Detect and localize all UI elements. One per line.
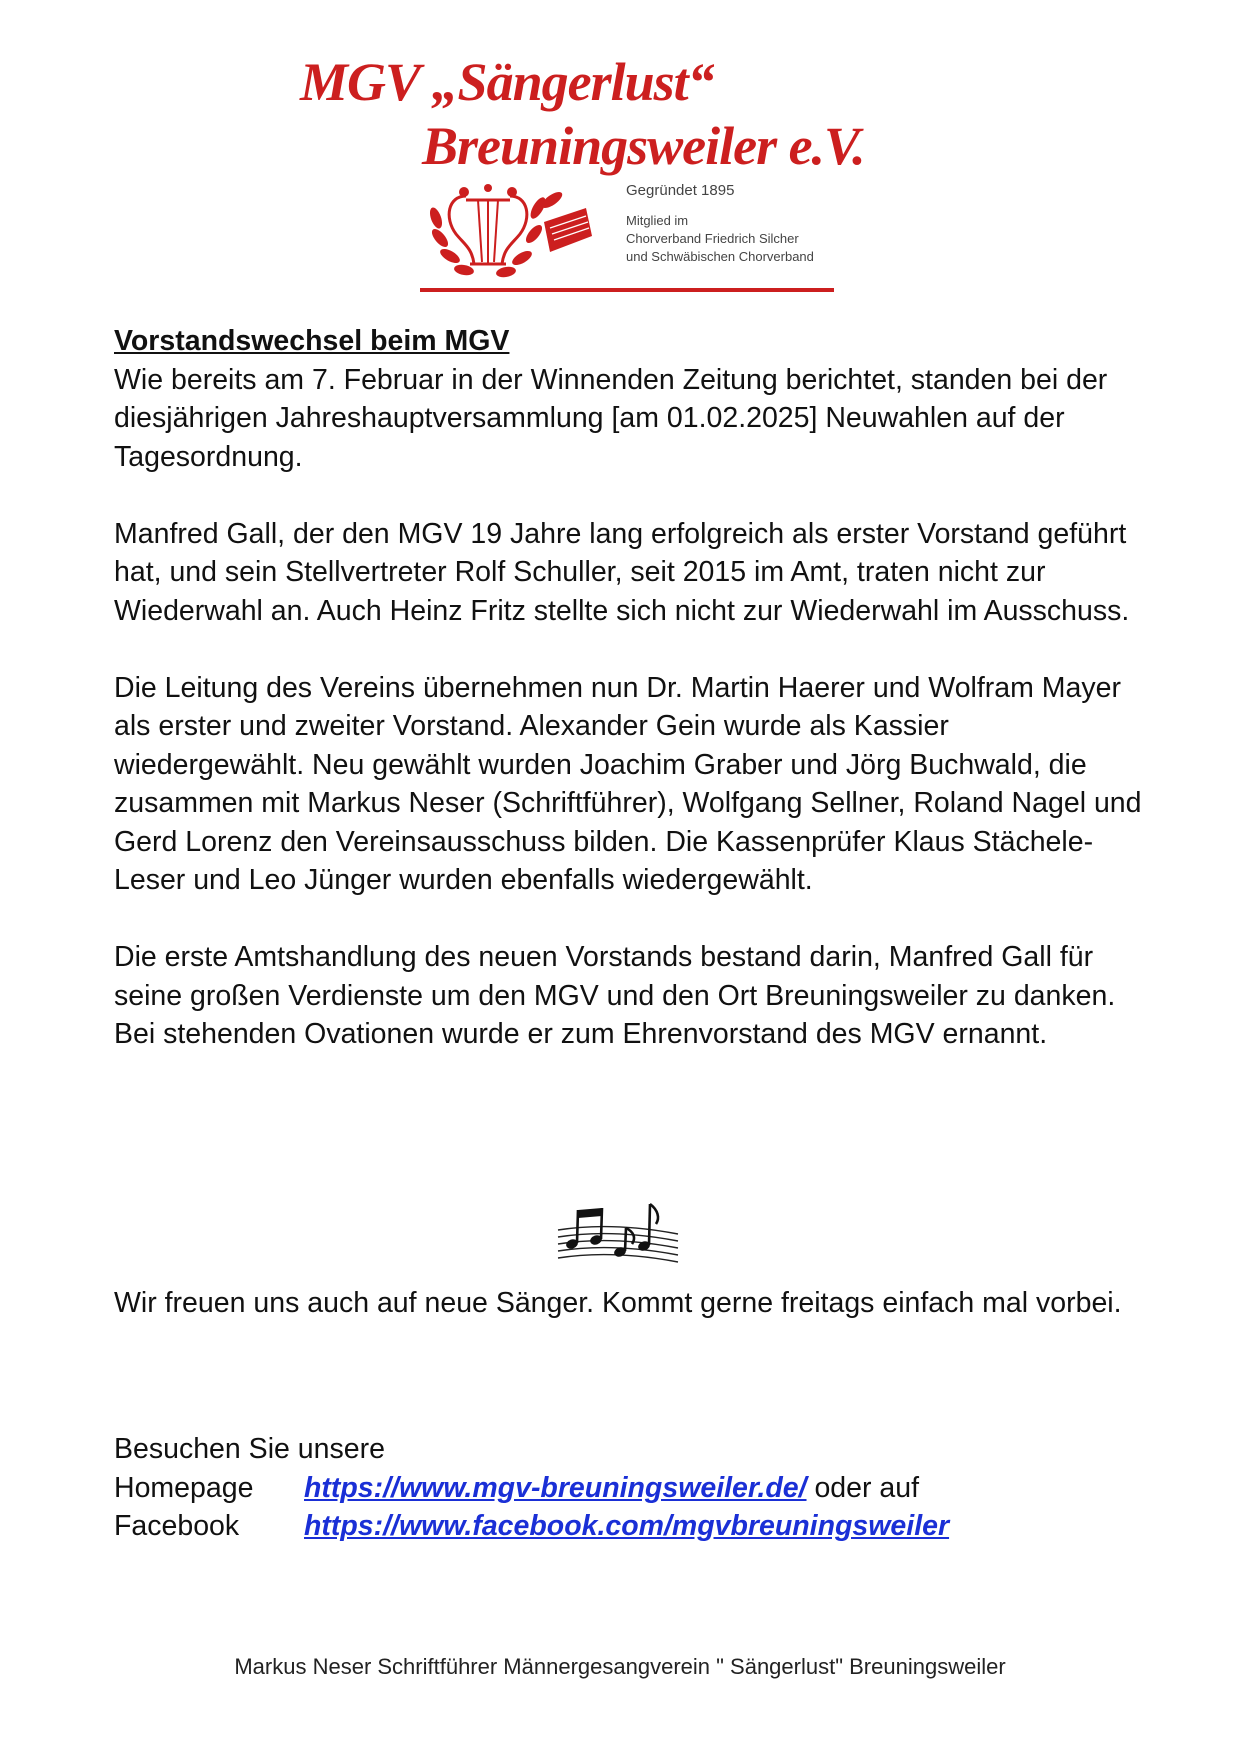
homepage-row	[114, 1469, 1144, 1508]
article-paragraph: Manfred Gall, der den MGV 19 Jahre lang erfolgreich als erster Vorstand geführt hat, und sein Stellvertreter Rolf Schuller, seit 2015 im Amt, traten nicht zur Wiederwahl an. Auch Heinz Fritz stellte sich nicht zur Wiederwahl im Ausschuss.	[114, 517, 1130, 627]
music-notes-icon	[556, 1200, 680, 1264]
club-name-line1: MGV „Sängerlust“	[300, 52, 714, 112]
closing-text: Wir freuen uns auch auf neue Sänger. Kommt gerne freitags einfach mal vorbei.	[114, 1287, 1122, 1319]
facebook-link[interactable]: https://www.facebook.com/mgvbreuningsweiler	[304, 1510, 950, 1542]
homepage-suffix: oder auf	[814, 1471, 920, 1504]
article-paragraph: Wie bereits am 7. Februar in der Winnenden Zeitung berichtet, standen bei der diesjährigen Jahreshauptversammlung [am 01.02.2025] Neuwahlen auf der Tagesordnung.	[114, 363, 1108, 473]
paragraph-spacer	[114, 630, 1144, 669]
links-section	[114, 1430, 1144, 1546]
article-body	[114, 322, 1144, 1054]
article-paragraph: Die erste Amtshandlung des neuen Vorstands bestand darin, Manfred Gall für seine großen Verdienste um den MGV und den Ort Breuningsweiler zu danken. Bei stehenden Ovationen wurde er zum Ehrenvorstand des MGV ernannt.	[114, 941, 1116, 1050]
membership-line: und Schwäbischen Chorverband	[626, 249, 814, 264]
header-divider	[420, 288, 834, 292]
membership-line: Mitglied im	[626, 213, 689, 228]
facebook-label: Facebook	[114, 1510, 240, 1542]
page-footer: Markus Neser Schriftführer Männergesangverein " Sängerlust" Breuningsweiler	[234, 1654, 1006, 1679]
facebook-row	[114, 1507, 1144, 1546]
links-intro: Besuchen Sie unsere	[114, 1433, 385, 1465]
paragraph-spacer	[114, 476, 1144, 515]
article-headline: Vorstandswechsel beim MGV	[114, 325, 510, 357]
membership-text	[626, 212, 814, 266]
club-name-line2: Breuningsweiler e.V.	[422, 116, 865, 176]
founded-text: Gegründet 1895	[626, 182, 735, 199]
article-paragraph: Die Leitung des Vereins übernehmen nun Dr. Martin Haerer und Wolfram Mayer als erster und zweiter Vorstand. Alexander Gein wurde als Kassier wiedergewählt. Neu gewählt wurden Joachim Graber und Jörg Buchwald, die zusammen mit Markus Neser (Schriftführer), Wolfgang Sellner, Roland Nagel und Gerd Lorenz den Vereinsausschuss bilden. Die Kassenprüfer Klaus Stächele-Leser und Leo Jünger wurden ebenfalls wiedergewählt.	[114, 671, 1142, 896]
membership-line: Chorverband Friedrich Silcher	[626, 231, 799, 246]
paragraph-spacer	[114, 900, 1144, 939]
homepage-label: Homepage	[114, 1471, 254, 1504]
homepage-link[interactable]: https://www.mgv-breuningsweiler.de/	[304, 1471, 807, 1504]
lyre-with-laurel-icon	[426, 178, 596, 278]
letterhead	[300, 52, 865, 298]
